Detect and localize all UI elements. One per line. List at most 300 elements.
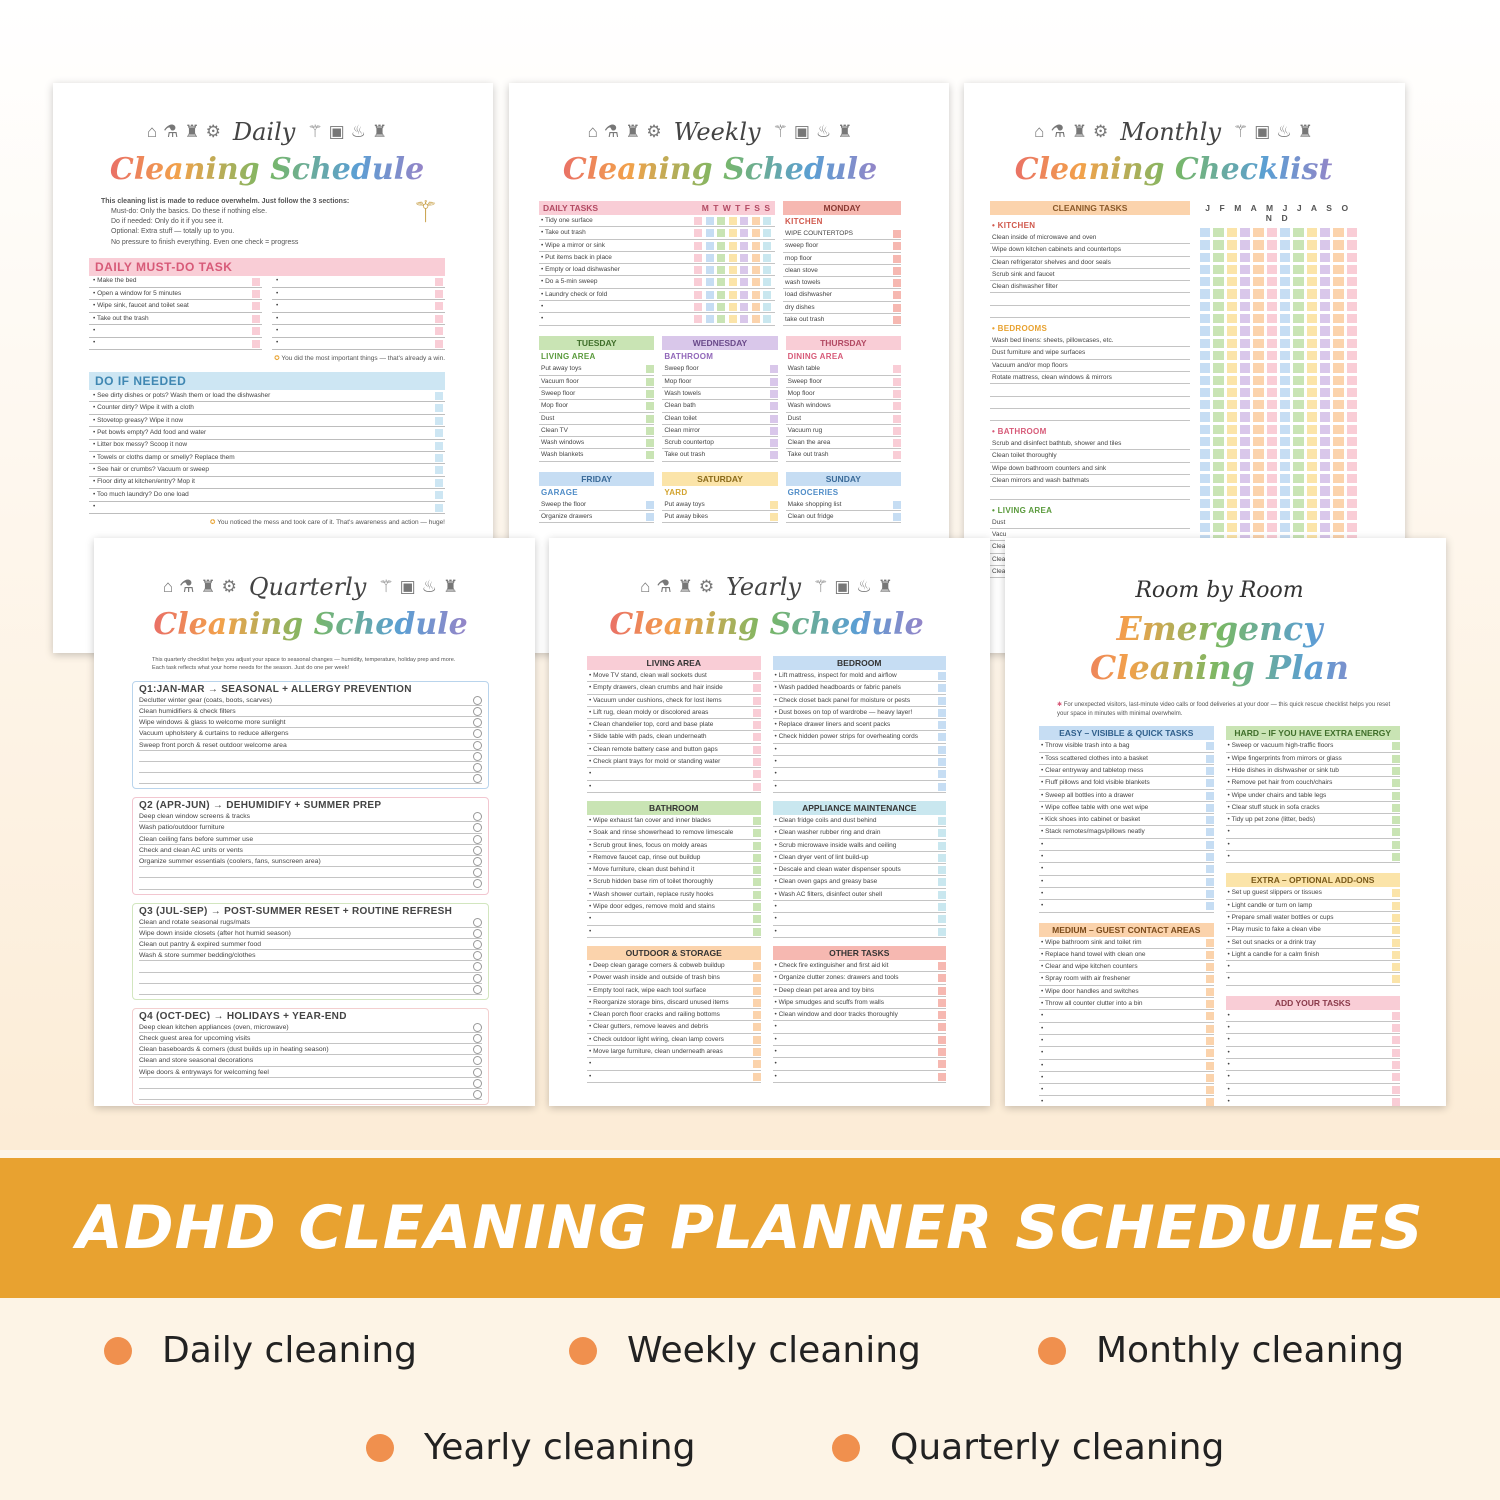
checkbox[interactable] <box>1293 523 1303 532</box>
checkbox[interactable] <box>1333 376 1343 385</box>
checkbox[interactable] <box>1253 363 1263 372</box>
checkbox[interactable] <box>1213 425 1223 434</box>
checkbox[interactable] <box>1240 523 1250 532</box>
checkbox[interactable] <box>1392 755 1400 763</box>
checkbox[interactable] <box>1320 400 1330 409</box>
checkbox[interactable] <box>1320 437 1330 446</box>
checkbox[interactable] <box>1347 265 1357 274</box>
checkbox[interactable] <box>753 758 761 766</box>
checkbox[interactable] <box>1206 792 1214 800</box>
checkbox[interactable] <box>1227 240 1237 249</box>
checkbox[interactable] <box>1253 499 1263 508</box>
checkbox[interactable] <box>473 857 482 866</box>
checkbox[interactable] <box>473 752 482 761</box>
checkbox[interactable] <box>1280 412 1290 421</box>
checkbox[interactable] <box>753 770 761 778</box>
checkbox[interactable] <box>1240 326 1250 335</box>
checkbox[interactable] <box>1333 412 1343 421</box>
checkbox[interactable] <box>1320 412 1330 421</box>
checkbox[interactable] <box>938 1036 946 1044</box>
checkbox[interactable] <box>893 501 901 509</box>
checkbox[interactable] <box>1213 486 1223 495</box>
checkbox[interactable] <box>740 266 748 274</box>
checkbox[interactable] <box>706 266 714 274</box>
checkbox[interactable] <box>1333 462 1343 471</box>
checkbox[interactable] <box>1200 511 1210 520</box>
checkbox[interactable] <box>1307 388 1317 397</box>
checkbox[interactable] <box>1253 474 1263 483</box>
checkbox[interactable] <box>1320 449 1330 458</box>
checkbox[interactable] <box>1320 277 1330 286</box>
checkbox[interactable] <box>1227 523 1237 532</box>
checkbox[interactable] <box>1240 240 1250 249</box>
checkbox[interactable] <box>1206 841 1214 849</box>
checkbox[interactable] <box>1333 437 1343 446</box>
checkbox[interactable] <box>938 1023 946 1031</box>
checkbox[interactable] <box>1227 228 1237 237</box>
checkbox[interactable] <box>740 242 748 250</box>
checkbox[interactable] <box>763 291 771 299</box>
checkbox[interactable] <box>753 817 761 825</box>
checkbox[interactable] <box>1307 314 1317 323</box>
checkbox[interactable] <box>1253 449 1263 458</box>
checkbox[interactable] <box>753 746 761 754</box>
checkbox[interactable] <box>753 999 761 1007</box>
checkbox[interactable] <box>893 390 901 398</box>
checkbox[interactable] <box>435 302 443 310</box>
checkbox[interactable] <box>1333 302 1343 311</box>
checkbox[interactable] <box>1206 1037 1214 1045</box>
checkbox[interactable] <box>1200 412 1210 421</box>
checkbox[interactable] <box>1333 499 1343 508</box>
checkbox[interactable] <box>1227 511 1237 520</box>
checkbox[interactable] <box>435 417 443 425</box>
checkbox[interactable] <box>473 918 482 927</box>
checkbox[interactable] <box>1333 474 1343 483</box>
checkbox[interactable] <box>646 378 654 386</box>
checkbox[interactable] <box>473 985 482 994</box>
checkbox[interactable] <box>646 451 654 459</box>
checkbox[interactable] <box>752 315 760 323</box>
checkbox[interactable] <box>1206 1012 1214 1020</box>
checkbox[interactable] <box>1227 289 1237 298</box>
checkbox[interactable] <box>740 315 748 323</box>
checkbox[interactable] <box>1347 449 1357 458</box>
checkbox[interactable] <box>1213 511 1223 520</box>
checkbox[interactable] <box>1320 339 1330 348</box>
checkbox[interactable] <box>1347 499 1357 508</box>
checkbox[interactable] <box>1280 351 1290 360</box>
checkbox[interactable] <box>1206 1086 1214 1094</box>
checkbox[interactable] <box>753 829 761 837</box>
checkbox[interactable] <box>1267 240 1277 249</box>
checkbox[interactable] <box>753 709 761 717</box>
checkbox[interactable] <box>1206 1062 1214 1070</box>
checkbox[interactable] <box>473 868 482 877</box>
checkbox[interactable] <box>1320 302 1330 311</box>
checkbox[interactable] <box>1240 400 1250 409</box>
checkbox[interactable] <box>1240 474 1250 483</box>
checkbox[interactable] <box>1392 1036 1400 1044</box>
checkbox[interactable] <box>1206 1000 1214 1008</box>
checkbox[interactable] <box>1240 363 1250 372</box>
checkbox[interactable] <box>1333 363 1343 372</box>
checkbox[interactable] <box>763 254 771 262</box>
checkbox[interactable] <box>1200 351 1210 360</box>
checkbox[interactable] <box>473 1090 482 1099</box>
checkbox[interactable] <box>752 278 760 286</box>
checkbox[interactable] <box>1280 363 1290 372</box>
checkbox[interactable] <box>473 929 482 938</box>
checkbox[interactable] <box>1267 339 1277 348</box>
checkbox[interactable] <box>763 266 771 274</box>
checkbox[interactable] <box>717 291 725 299</box>
checkbox[interactable] <box>1293 511 1303 520</box>
checkbox[interactable] <box>729 266 737 274</box>
checkbox[interactable] <box>1320 326 1330 335</box>
checkbox[interactable] <box>938 854 946 862</box>
checkbox[interactable] <box>473 879 482 888</box>
checkbox[interactable] <box>1206 1025 1214 1033</box>
checkbox[interactable] <box>1307 400 1317 409</box>
checkbox[interactable] <box>1280 523 1290 532</box>
checkbox[interactable] <box>1320 523 1330 532</box>
checkbox[interactable] <box>1227 339 1237 348</box>
checkbox[interactable] <box>1206 755 1214 763</box>
checkbox[interactable] <box>1307 302 1317 311</box>
checkbox[interactable] <box>717 278 725 286</box>
checkbox[interactable] <box>1200 302 1210 311</box>
checkbox[interactable] <box>1293 437 1303 446</box>
checkbox[interactable] <box>938 746 946 754</box>
checkbox[interactable] <box>1293 474 1303 483</box>
checkbox[interactable] <box>1347 486 1357 495</box>
checkbox[interactable] <box>1307 265 1317 274</box>
checkbox[interactable] <box>1333 240 1343 249</box>
checkbox[interactable] <box>1240 351 1250 360</box>
checkbox[interactable] <box>1320 376 1330 385</box>
checkbox[interactable] <box>729 291 737 299</box>
checkbox[interactable] <box>1347 400 1357 409</box>
checkbox[interactable] <box>1240 228 1250 237</box>
checkbox[interactable] <box>473 1068 482 1077</box>
checkbox[interactable] <box>1280 462 1290 471</box>
checkbox[interactable] <box>1392 853 1400 861</box>
checkbox[interactable] <box>1227 486 1237 495</box>
checkbox[interactable] <box>1347 412 1357 421</box>
checkbox[interactable] <box>753 866 761 874</box>
checkbox[interactable] <box>473 846 482 855</box>
checkbox[interactable] <box>770 427 778 435</box>
checkbox[interactable] <box>473 962 482 971</box>
checkbox[interactable] <box>1267 412 1277 421</box>
checkbox[interactable] <box>1392 828 1400 836</box>
checkbox[interactable] <box>1253 253 1263 262</box>
checkbox[interactable] <box>717 242 725 250</box>
checkbox[interactable] <box>1267 351 1277 360</box>
checkbox[interactable] <box>1240 388 1250 397</box>
checkbox[interactable] <box>1240 302 1250 311</box>
checkbox[interactable] <box>1333 289 1343 298</box>
checkbox[interactable] <box>1267 486 1277 495</box>
checkbox[interactable] <box>1280 388 1290 397</box>
checkbox[interactable] <box>1280 486 1290 495</box>
checkbox[interactable] <box>706 278 714 286</box>
checkbox[interactable] <box>1227 363 1237 372</box>
checkbox[interactable] <box>1200 474 1210 483</box>
checkbox[interactable] <box>1227 302 1237 311</box>
checkbox[interactable] <box>753 1023 761 1031</box>
checkbox[interactable] <box>1333 400 1343 409</box>
checkbox[interactable] <box>1206 1074 1214 1082</box>
checkbox[interactable] <box>694 254 702 262</box>
checkbox[interactable] <box>729 229 737 237</box>
checkbox[interactable] <box>435 340 443 348</box>
checkbox[interactable] <box>729 217 737 225</box>
checkbox[interactable] <box>1200 449 1210 458</box>
checkbox[interactable] <box>752 254 760 262</box>
checkbox[interactable] <box>1267 363 1277 372</box>
checkbox[interactable] <box>435 466 443 474</box>
checkbox[interactable] <box>770 513 778 521</box>
checkbox[interactable] <box>753 987 761 995</box>
checkbox[interactable] <box>1253 339 1263 348</box>
checkbox[interactable] <box>1333 351 1343 360</box>
checkbox[interactable] <box>473 974 482 983</box>
checkbox[interactable] <box>1253 437 1263 446</box>
checkbox[interactable] <box>893 242 901 250</box>
checkbox[interactable] <box>1240 289 1250 298</box>
checkbox[interactable] <box>1307 474 1317 483</box>
checkbox[interactable] <box>1320 228 1330 237</box>
checkbox[interactable] <box>1307 425 1317 434</box>
checkbox[interactable] <box>1333 339 1343 348</box>
checkbox[interactable] <box>753 697 761 705</box>
checkbox[interactable] <box>1392 792 1400 800</box>
checkbox[interactable] <box>752 266 760 274</box>
checkbox[interactable] <box>1200 277 1210 286</box>
checkbox[interactable] <box>938 721 946 729</box>
checkbox[interactable] <box>1307 326 1317 335</box>
checkbox[interactable] <box>1227 425 1237 434</box>
checkbox[interactable] <box>1206 890 1214 898</box>
checkbox[interactable] <box>1206 865 1214 873</box>
checkbox[interactable] <box>740 217 748 225</box>
checkbox[interactable] <box>1206 828 1214 836</box>
checkbox[interactable] <box>753 1011 761 1019</box>
checkbox[interactable] <box>1280 376 1290 385</box>
checkbox[interactable] <box>893 451 901 459</box>
checkbox[interactable] <box>1333 486 1343 495</box>
checkbox[interactable] <box>752 229 760 237</box>
checkbox[interactable] <box>1200 462 1210 471</box>
checkbox[interactable] <box>1267 462 1277 471</box>
checkbox[interactable] <box>473 741 482 750</box>
checkbox[interactable] <box>1293 388 1303 397</box>
checkbox[interactable] <box>1200 388 1210 397</box>
checkbox[interactable] <box>893 267 901 275</box>
checkbox[interactable] <box>1280 289 1290 298</box>
checkbox[interactable] <box>1213 449 1223 458</box>
checkbox[interactable] <box>1200 339 1210 348</box>
checkbox[interactable] <box>717 303 725 311</box>
checkbox[interactable] <box>752 242 760 250</box>
checkbox[interactable] <box>706 303 714 311</box>
checkbox[interactable] <box>646 427 654 435</box>
checkbox[interactable] <box>717 229 725 237</box>
checkbox[interactable] <box>1213 351 1223 360</box>
checkbox[interactable] <box>1267 265 1277 274</box>
checkbox[interactable] <box>1240 339 1250 348</box>
checkbox[interactable] <box>938 697 946 705</box>
checkbox[interactable] <box>473 1079 482 1088</box>
checkbox[interactable] <box>1200 265 1210 274</box>
checkbox[interactable] <box>1392 889 1400 897</box>
checkbox[interactable] <box>893 402 901 410</box>
checkbox[interactable] <box>753 733 761 741</box>
checkbox[interactable] <box>1267 253 1277 262</box>
checkbox[interactable] <box>1206 878 1214 886</box>
checkbox[interactable] <box>1267 511 1277 520</box>
checkbox[interactable] <box>694 303 702 311</box>
checkbox[interactable] <box>252 290 260 298</box>
checkbox[interactable] <box>1320 511 1330 520</box>
checkbox[interactable] <box>1213 499 1223 508</box>
checkbox[interactable] <box>1200 499 1210 508</box>
checkbox[interactable] <box>435 479 443 487</box>
checkbox[interactable] <box>1200 437 1210 446</box>
checkbox[interactable] <box>893 378 901 386</box>
checkbox[interactable] <box>706 242 714 250</box>
checkbox[interactable] <box>1392 914 1400 922</box>
checkbox[interactable] <box>763 278 771 286</box>
checkbox[interactable] <box>1253 400 1263 409</box>
checkbox[interactable] <box>1213 314 1223 323</box>
checkbox[interactable] <box>938 928 946 936</box>
checkbox[interactable] <box>435 327 443 335</box>
checkbox[interactable] <box>646 390 654 398</box>
checkbox[interactable] <box>1280 253 1290 262</box>
checkbox[interactable] <box>893 365 901 373</box>
checkbox[interactable] <box>435 429 443 437</box>
checkbox[interactable] <box>753 783 761 791</box>
checkbox[interactable] <box>1206 742 1214 750</box>
checkbox[interactable] <box>1253 302 1263 311</box>
checkbox[interactable] <box>1293 412 1303 421</box>
checkbox[interactable] <box>1267 277 1277 286</box>
checkbox[interactable] <box>770 439 778 447</box>
checkbox[interactable] <box>694 242 702 250</box>
checkbox[interactable] <box>938 878 946 886</box>
checkbox[interactable] <box>1213 412 1223 421</box>
checkbox[interactable] <box>1267 474 1277 483</box>
checkbox[interactable] <box>938 962 946 970</box>
checkbox[interactable] <box>1227 253 1237 262</box>
checkbox[interactable] <box>938 842 946 850</box>
checkbox[interactable] <box>1320 425 1330 434</box>
checkbox[interactable] <box>1347 425 1357 434</box>
checkbox[interactable] <box>1293 314 1303 323</box>
checkbox[interactable] <box>1240 486 1250 495</box>
checkbox[interactable] <box>1307 437 1317 446</box>
checkbox[interactable] <box>1213 339 1223 348</box>
checkbox[interactable] <box>1280 499 1290 508</box>
checkbox[interactable] <box>1213 265 1223 274</box>
checkbox[interactable] <box>646 513 654 521</box>
checkbox[interactable] <box>473 696 482 705</box>
checkbox[interactable] <box>1200 240 1210 249</box>
checkbox[interactable] <box>893 439 901 447</box>
checkbox[interactable] <box>1307 240 1317 249</box>
checkbox[interactable] <box>1293 486 1303 495</box>
checkbox[interactable] <box>753 842 761 850</box>
checkbox[interactable] <box>938 999 946 1007</box>
checkbox[interactable] <box>1280 277 1290 286</box>
checkbox[interactable] <box>435 454 443 462</box>
checkbox[interactable] <box>1200 253 1210 262</box>
checkbox[interactable] <box>740 278 748 286</box>
checkbox[interactable] <box>717 254 725 262</box>
checkbox[interactable] <box>938 866 946 874</box>
checkbox[interactable] <box>706 217 714 225</box>
checkbox[interactable] <box>1206 963 1214 971</box>
checkbox[interactable] <box>1320 499 1330 508</box>
checkbox[interactable] <box>1213 388 1223 397</box>
checkbox[interactable] <box>1267 376 1277 385</box>
checkbox[interactable] <box>1240 425 1250 434</box>
checkbox[interactable] <box>893 291 901 299</box>
checkbox[interactable] <box>753 891 761 899</box>
checkbox[interactable] <box>1347 314 1357 323</box>
checkbox[interactable] <box>753 1048 761 1056</box>
checkbox[interactable] <box>1347 240 1357 249</box>
checkbox[interactable] <box>1253 462 1263 471</box>
checkbox[interactable] <box>1320 240 1330 249</box>
checkbox[interactable] <box>1392 902 1400 910</box>
checkbox[interactable] <box>1333 388 1343 397</box>
checkbox[interactable] <box>1392 1086 1400 1094</box>
checkbox[interactable] <box>1307 486 1317 495</box>
checkbox[interactable] <box>752 291 760 299</box>
checkbox[interactable] <box>1347 363 1357 372</box>
checkbox[interactable] <box>1253 265 1263 274</box>
checkbox[interactable] <box>1213 302 1223 311</box>
checkbox[interactable] <box>938 1011 946 1019</box>
checkbox[interactable] <box>694 315 702 323</box>
checkbox[interactable] <box>1320 314 1330 323</box>
checkbox[interactable] <box>717 315 725 323</box>
checkbox[interactable] <box>1240 462 1250 471</box>
checkbox[interactable] <box>435 278 443 286</box>
checkbox[interactable] <box>1206 853 1214 861</box>
checkbox[interactable] <box>1307 339 1317 348</box>
checkbox[interactable] <box>1307 289 1317 298</box>
checkbox[interactable] <box>1293 425 1303 434</box>
checkbox[interactable] <box>1333 277 1343 286</box>
checkbox[interactable] <box>1280 425 1290 434</box>
checkbox[interactable] <box>729 242 737 250</box>
checkbox[interactable] <box>694 229 702 237</box>
checkbox[interactable] <box>1253 228 1263 237</box>
checkbox[interactable] <box>1293 228 1303 237</box>
checkbox[interactable] <box>1307 462 1317 471</box>
checkbox[interactable] <box>1320 462 1330 471</box>
checkbox[interactable] <box>473 707 482 716</box>
checkbox[interactable] <box>1206 767 1214 775</box>
checkbox[interactable] <box>938 987 946 995</box>
checkbox[interactable] <box>1200 425 1210 434</box>
checkbox[interactable] <box>473 718 482 727</box>
